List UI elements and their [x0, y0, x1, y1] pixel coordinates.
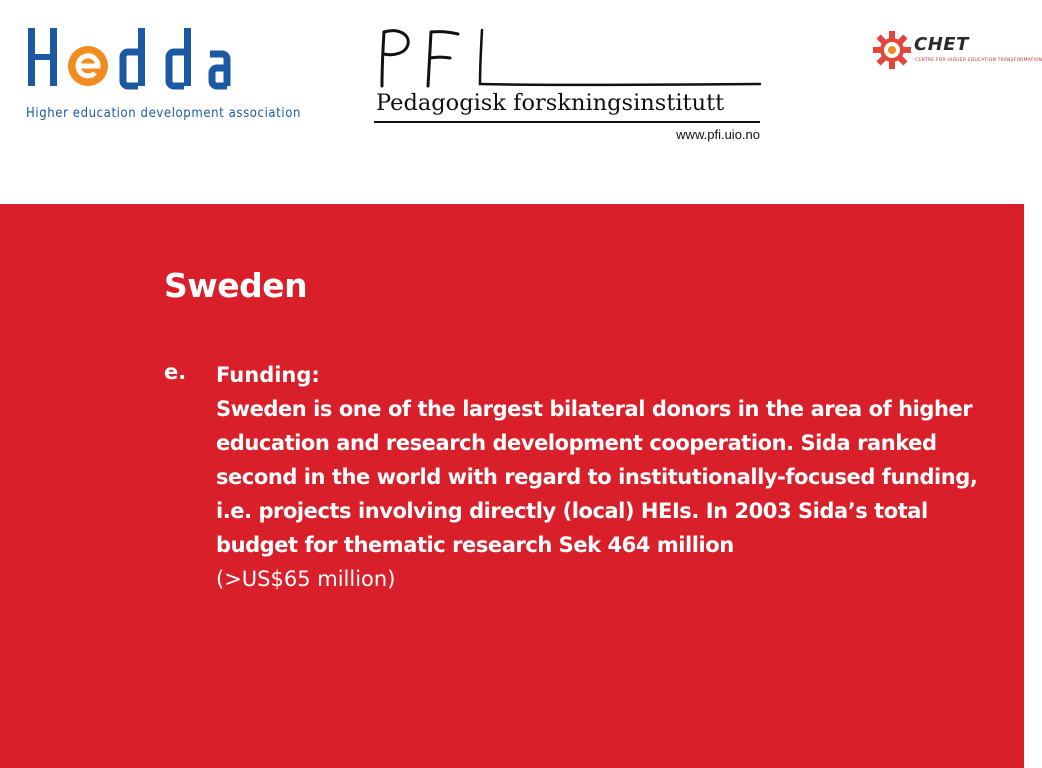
list-item	[216, 358, 1006, 596]
slide-content	[0, 204, 1024, 768]
pfi-logo-icon	[374, 28, 766, 90]
hedda-wordmark	[24, 22, 234, 92]
item-note: (>US$65 million)	[216, 567, 396, 591]
list-item-marker: e.	[164, 360, 187, 384]
gear-icon	[872, 30, 912, 70]
slide-title: Sweden	[164, 266, 308, 305]
pfi-divider	[374, 121, 760, 123]
hedda-tagline: Higher education development association	[26, 106, 301, 121]
pfi-url: www.pfi.uio.no	[676, 127, 760, 142]
chet-subtitle: CENTRE FOR HIGHER EDUCATION TRANSFORMATION	[915, 58, 1042, 63]
item-text: Sweden is one of the largest bilateral donors in the area of higher education and research development cooperation. Sida ranked second in the world with regard to institutionally-focused funding, i.e. projects involving directly (local) HEIs. In 2003 Sida’s total budget for thematic research Sek 464 million	[216, 397, 978, 557]
logo-header	[0, 0, 1042, 204]
chet-wordmark: CHET	[914, 34, 969, 55]
item-heading: Funding:	[216, 363, 320, 387]
pfi-name: Pedagogisk forskningsinstitutt	[376, 90, 725, 116]
pfi-logo	[374, 28, 766, 152]
hedda-logo	[24, 22, 324, 132]
chet-logo	[872, 30, 1042, 72]
